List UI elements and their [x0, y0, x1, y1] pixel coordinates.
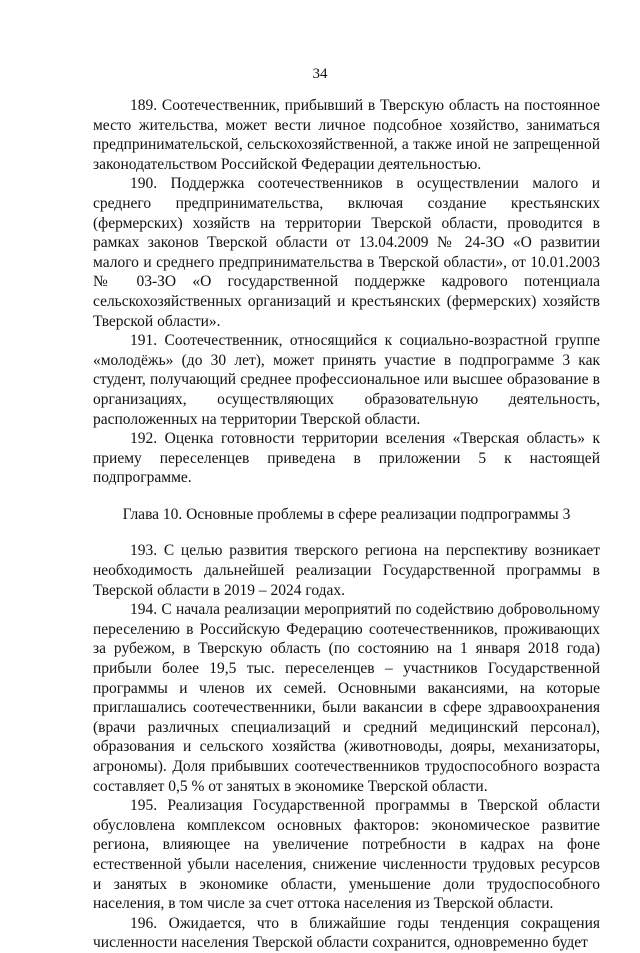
paragraph-196: 196. Ожидается, что в ближайшие годы тенденция сокращения численности населения Тверской области сохранится, одновременно будет [93, 914, 600, 952]
paragraph-190: 190. Поддержка соотечественников в осуществлении малого и среднего предпринимательства, включая создание крестьянских (фермерских) хозяйств на территории Тверской области, проводится в рамках законов Тверской области от 13.04.2009 № 24-ЗО «О развитии малого и среднего предпринимательства в Тверской области», от 10.01.2003 № 03-ЗО «О государственной поддержке кадрового потенциала сельскохозяйственных организаций и крестьянских (фермерских) хозяйств Тверской области». [93, 175, 600, 330]
paragraph-192: 192. Оценка готовности территории вселения «Тверская область» к приему переселенцев приведена в приложении 5 к настоящей подпрограмме. [93, 430, 600, 487]
chapter-title: Глава 10. Основные проблемы в сфере реализации подпрограммы 3 [122, 505, 571, 523]
document-body [93, 96, 600, 953]
paragraph-193: 193. С целью развития тверского региона на перспективу возникает необходимость дальнейшей реализации Государственной программы в Тверской области в 2019 – 2024 годах. [93, 542, 600, 599]
paragraph-189: 189. Соотечественник, прибывший в Тверскую область на постоянное место жительства, может вести личное подсобное хозяйство, заниматься предпринимательской, сельскохозяйственной, а также иной не запрещенной законодательством Российской Федерации деятельностью. [93, 97, 600, 173]
paragraph-191: 191. Соотечественник, относящийся к социально-возрастной группе «молодёжь» (до 30 лет), может принять участие в подпрограмме 3 как студент, получающий среднее профессиональное или высшее образование в организациях, осуществляющих образовательную деятельность, расположенных на территории Тверской области. [93, 332, 600, 428]
paragraph-195: 195. Реализация Государственной программы в Тверской области обусловлена комплексом основных факторов: экономическое развитие региона, влияющее на увеличение потребности в кадрах на фоне естественной убыли населения, снижение численности трудовых ресурсов и занятых в экономике области, уменьшение доли трудоспособного населения, в том числе за счет оттока населения из Тверской области. [93, 797, 600, 913]
page-number: 34 [312, 66, 328, 82]
paragraph-194: 194. С начала реализации мероприятий по содействию добровольному переселению в Российскую Федерацию соотечественников, проживающих за рубежом, в Тверскую область (по состоянию на 1 января 2018 года) прибыли более 19,5 тыс. переселенцев – участников Государственной программы и членов их семей. Основными вакансиями, на которые приглашались соотечественники, были вакансии в сфере здравоохранения (врачи различных специализаций и средний медицинский персонал), образования и сельского хозяйства (животноводы, дояры, механизаторы, агрономы). Доля прибывших соотечественников трудоспособного возраста составляет 0,5 % от занятых в экономике Тверской области. [93, 601, 600, 795]
